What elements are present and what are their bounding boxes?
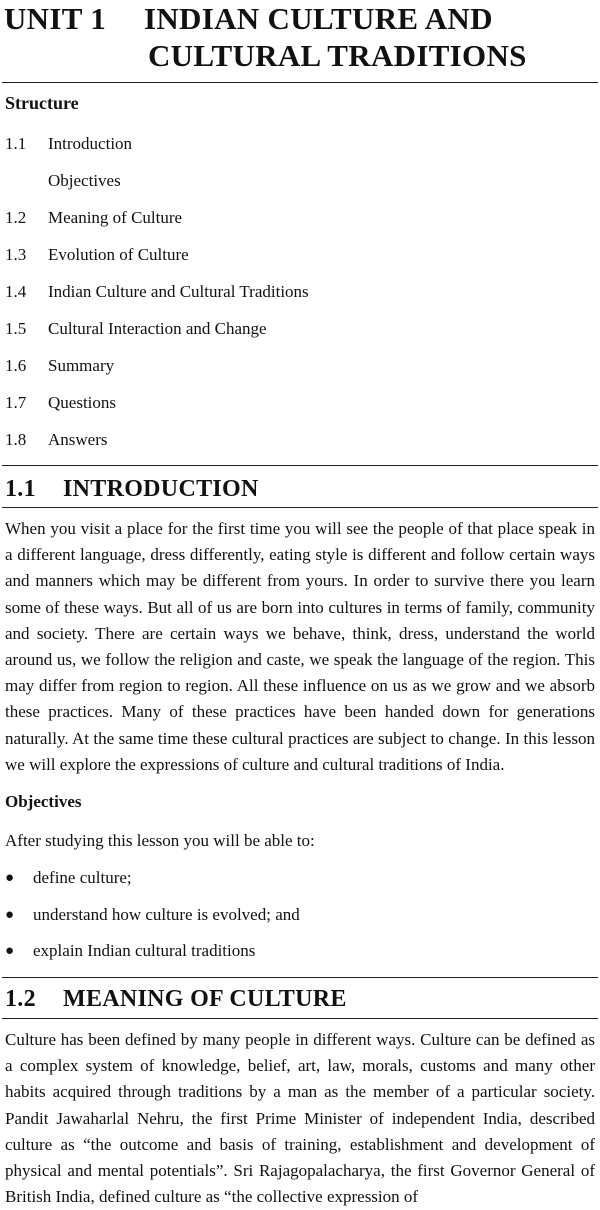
objective-text: define culture; <box>33 868 132 887</box>
divider-rule <box>2 977 598 978</box>
objective-item <box>5 938 585 975</box>
structure-item-number: 1.1 <box>5 134 27 153</box>
structure-list <box>5 131 585 464</box>
bullet-icon: ● <box>5 906 15 923</box>
structure-item-label: Meaning of Culture <box>48 208 183 227</box>
objectives-list <box>5 865 585 975</box>
meaning-paragraph: Culture has been defined by many people in different ways. Culture can be defined as a complex system of knowledge, belief, art, law, morals, customs and many other habits acquired through traditions by a man as the member of a particular society. Pandit Jawaharlal Nehru, the first Prime Minister of independent India, described culture as “the outcome and basis of training, establishment and development of physical and mental potentials”. Sri Rajagopalacharya, the first Governor General of British India, defined culture as “the collective expression of <box>5 1030 595 1207</box>
structure-item-label: Evolution of Culture <box>48 245 189 264</box>
bullet-icon: ● <box>5 943 15 959</box>
divider-rule <box>2 465 598 466</box>
structure-item-label: Objectives <box>48 171 121 190</box>
structure-item-label: Introduction <box>48 134 133 153</box>
unit-title <box>4 0 596 74</box>
unit-title-line2: CULTURAL TRADITIONS <box>148 38 527 73</box>
section-heading-meaning-of-culture <box>5 984 347 1014</box>
structure-item <box>5 168 585 205</box>
structure-item-number: 1.5 <box>5 319 27 338</box>
divider-rule <box>2 1018 598 1019</box>
structure-item-number: 1.2 <box>5 208 27 227</box>
structure-item <box>5 353 585 390</box>
introduction-paragraph: When you visit a place for the first time you will see the people of that place speak in a different language, dress differently, eating style is different and follow certain ways and manners which may be different from yours. In order to survive there you learn some of these ways. But all of us are born into cultures in terms of family, community and society. There are certain ways we behave, think, dress, understand the world around us, we follow the religion and caste, we speak the language of the region. This may differ from region to region. All these influence on us as we grow and we absorb these practices. Many of these practices have been handed down for generations naturally. At the same time these cultural practices are subject to change. In this lesson we will explore the expressions of culture and cultural traditions of India. <box>5 519 595 774</box>
structure-item-number: 1.6 <box>5 356 27 375</box>
structure-item-label: Cultural Interaction and Change <box>48 319 267 338</box>
section-heading-introduction <box>5 474 259 504</box>
section-title: MEANING OF CULTURE <box>63 986 347 1012</box>
unit-label: UNIT 1 <box>4 1 107 36</box>
structure-item-number: 1.7 <box>5 393 27 412</box>
objective-text: explain Indian cultural traditions <box>33 941 256 960</box>
divider-rule <box>2 507 598 508</box>
structure-heading: Structure <box>5 93 79 113</box>
structure-item-number: 1.8 <box>5 430 27 449</box>
structure-item-label: Questions <box>48 393 116 412</box>
objective-item <box>5 902 585 939</box>
structure-item <box>5 390 585 427</box>
objective-item <box>5 865 585 902</box>
divider-rule <box>2 82 598 83</box>
objectives-lead: After studying this lesson you will be able to: <box>5 831 315 850</box>
structure-item <box>5 316 585 353</box>
structure-item-number: 1.4 <box>5 282 27 301</box>
section-title: INTRODUCTION <box>63 476 259 502</box>
structure-item <box>5 427 585 464</box>
section-number: 1.1 <box>5 476 36 502</box>
structure-item <box>5 279 585 316</box>
structure-item-label: Answers <box>48 430 108 449</box>
structure-item-label: Indian Culture and Cultural Traditions <box>48 282 309 301</box>
objectives-heading: Objectives <box>5 792 82 811</box>
structure-item <box>5 131 585 168</box>
section-number: 1.2 <box>5 986 36 1012</box>
objective-text: understand how culture is evolved; and <box>33 904 300 924</box>
unit-title-line1: INDIAN CULTURE AND <box>144 1 493 36</box>
structure-item <box>5 242 585 279</box>
structure-item <box>5 205 585 242</box>
structure-item-number: 1.3 <box>5 245 27 264</box>
structure-item-label: Summary <box>48 356 115 375</box>
bullet-icon: ● <box>5 870 15 886</box>
